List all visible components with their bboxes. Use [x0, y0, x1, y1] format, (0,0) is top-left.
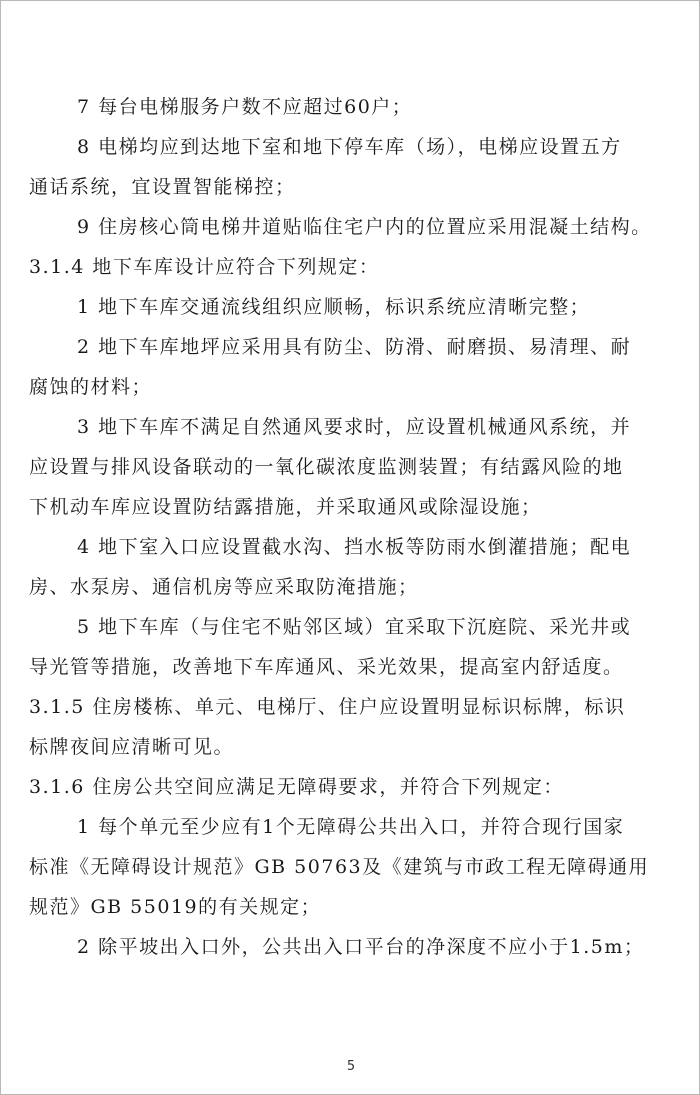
text-line: 2 地下车库地坪应采用具有防尘、防滑、耐磨损、易清理、耐 [77, 336, 632, 358]
text-line: 5 地下车库（与住宅不贴邻区域）宜采取下沉庭院、采光井或 [77, 616, 632, 638]
text-line: 1 地下车库交通流线组织应顺畅，标识系统应清晰完整； [77, 296, 591, 318]
text-line: 房、水泵房、通信机房等应采取防淹措施； [29, 576, 419, 598]
clause-heading: 3.1.6 住房公共空间应满足无障碍要求，并符合下列规定： [29, 776, 564, 798]
text-line: 通话系统，宜设置智能梯控； [29, 176, 296, 198]
text-line: 2 除平坡出入口外，公共出入口平台的净深度不应小于1.5m； [77, 936, 645, 958]
text-line: 标牌夜间应清晰可见。 [29, 736, 235, 758]
document-body [29, 87, 685, 967]
text-line: 1 每个单元至少应有1个无障碍公共出入口，并符合现行国家 [77, 816, 625, 838]
text-line: 腐蚀的材料； [29, 376, 153, 398]
text-line: 标准《无障碍设计规范》GB 50763及《建筑与市政工程无障碍通用 [29, 856, 650, 878]
text-line: 3 地下车库不满足自然通风要求时，应设置机械通风系统，并 [77, 416, 632, 438]
text-line: 导光管等措施，改善地下车库通风、采光效果，提高室内舒适度。 [29, 656, 624, 678]
clause-heading: 3.1.4 地下车库设计应符合下列规定： [29, 256, 380, 278]
clause-heading: 3.1.5 住房楼栋、单元、电梯厅、住户应设置明显标识标牌，标识 [29, 696, 626, 718]
text-line: 9 住房核心筒电梯井道贴临住宅户内的位置应采用混凝土结构。 [77, 216, 652, 238]
text-line: 规范》GB 55019的有关规定； [29, 896, 322, 918]
page-number: 5 [346, 1059, 356, 1074]
text-line: 4 地下室入口应设置截水沟、挡水板等防雨水倒灌措施；配电 [77, 536, 632, 558]
text-line: 8 电梯均应到达地下室和地下停车库（场），电梯应设置五方 [77, 136, 622, 158]
text-line: 下机动车库应设置防结露措施，并采取通风或除湿设施； [29, 496, 542, 518]
text-line: 7 每台电梯服务户数不应超过60户； [77, 96, 413, 118]
text-line: 应设置与排风设备联动的一氧化碳浓度监测装置；有结露风险的地 [29, 456, 624, 478]
